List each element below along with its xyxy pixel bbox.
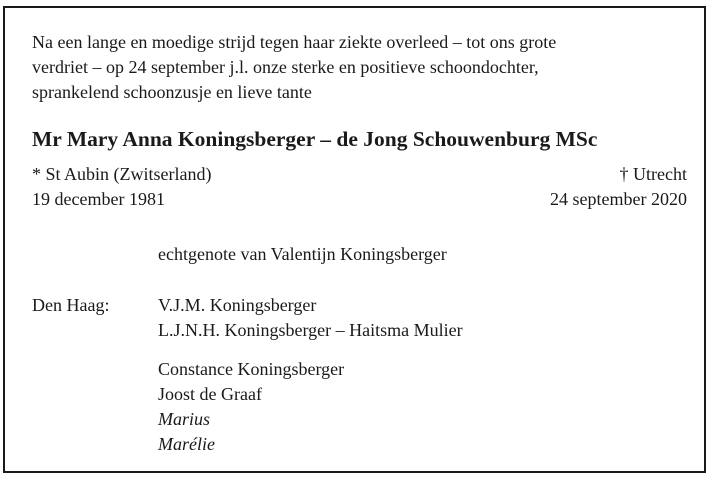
intro-line: sprankelend schoonzusje en lieve tante [32, 82, 312, 102]
relative-name: V.J.M. Koningsberger [158, 295, 317, 315]
birth-info [32, 162, 211, 212]
relatives-group-1 [158, 293, 463, 343]
death-place: † Utrecht [619, 164, 687, 184]
relatives-group-2 [158, 357, 344, 457]
residence-label: Den Haag: [32, 295, 110, 315]
child-name: Marius [158, 409, 211, 429]
obituary-notice [3, 6, 706, 473]
intro-line: Na een lange en moedige strijd tegen haar ziekte overleed – tot ons grote [32, 32, 557, 52]
child-name: Marélie [158, 434, 215, 454]
spouse-line: echtgenote van Valentijn Koningsberger [158, 244, 447, 264]
intro-text [32, 30, 692, 105]
birth-place: * St Aubin (Zwitserland) [32, 164, 212, 184]
relative-name: L.J.N.H. Koningsberger – Haitsma Mulier [158, 320, 463, 340]
relative-name: Constance Koningsberger [158, 359, 345, 379]
death-date: 24 september 2020 [550, 189, 687, 209]
death-info [550, 162, 687, 212]
relative-name: Joost de Graaf [158, 384, 262, 404]
birth-date: 19 december 1981 [32, 189, 165, 209]
intro-line: verdriet – op 24 september j.l. onze sterke en positieve schoondochter, [32, 57, 539, 77]
deceased-name: Mr Mary Anna Koningsberger – de Jong Schouwenburg MSc [32, 127, 598, 151]
